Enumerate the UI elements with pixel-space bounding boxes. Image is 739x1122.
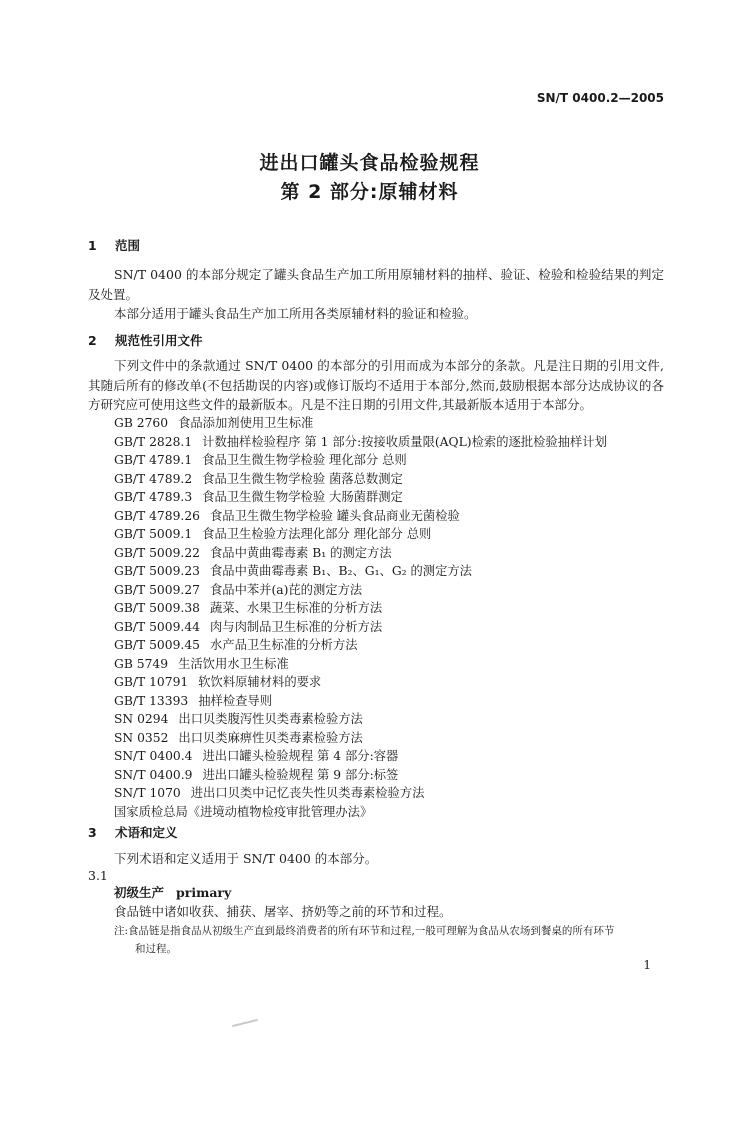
- reference-code: GB/T 5009.22: [114, 545, 200, 560]
- reference-item: [114, 414, 607, 433]
- reference-title: 水产品卫生标准的分析方法: [209, 638, 358, 652]
- reference-item: [114, 655, 607, 674]
- reference-item: [114, 729, 607, 748]
- section-3-heading: [88, 823, 178, 841]
- reference-code: GB 5749: [114, 656, 169, 671]
- reference-title: 食品卫生微生物学检验 理化部分 总则: [202, 453, 407, 467]
- reference-code: GB/T 5009.44: [114, 619, 200, 634]
- reference-item: [114, 581, 607, 600]
- reference-title: 食品卫生检验方法理化部分 理化部分 总则: [202, 527, 432, 541]
- reference-title: 食品卫生微生物学检验 大肠菌群测定: [202, 490, 403, 504]
- reference-title: 食品中黄曲霉毒素 B₁ 的测定方法: [209, 545, 392, 560]
- reference-code: GB/T 2828.1: [114, 434, 193, 449]
- standard-code: SN/T 0400.2—2005: [536, 91, 664, 105]
- reference-title: 肉与肉制品卫生标准的分析方法: [209, 619, 383, 634]
- reference-code: GB/T 4789.26: [114, 508, 200, 523]
- reference-list: [114, 414, 607, 821]
- reference-code: SN/T 0400.9: [114, 767, 193, 782]
- reference-code: GB/T 4789.2: [114, 471, 193, 486]
- section-number: 2: [88, 333, 97, 348]
- paragraph: 本部分适用于罐头食品生产加工所用各类原辅材料的验证和检验。: [114, 306, 477, 321]
- reference-title: 食品中黄曲霉毒素 B₁、B₂、G₁、G₂ 的测定方法: [209, 564, 472, 578]
- paragraph: 下列文件中的条款通过 SN/T 0400 的本部分的引用而成为本部分的条款。凡是注日期的引用文件,其随后所有的修改单(不包括勘误的内容)或修订版均不适用于本部分,然而,鼓励根据本部分达成协议的各方研究应可使用这些文件的最新版本。凡是不注日期的引用文件,其最新版本适用于本部分。: [88, 358, 664, 412]
- reference-code: GB/T 4789.1: [114, 453, 193, 467]
- reference-code: GB/T 5009.1: [114, 527, 193, 541]
- reference-code: GB 2760: [114, 416, 169, 430]
- reference-item: [114, 451, 607, 470]
- reference-item: [114, 673, 607, 692]
- reference-code: SN/T 1070: [114, 786, 181, 800]
- reference-code: SN 0352: [114, 730, 169, 745]
- document-subtitle: 第 2 部分:原辅材料: [280, 181, 459, 203]
- reference-item: [114, 562, 607, 581]
- reference-title: 抽样检查导则: [198, 693, 273, 708]
- section-3-intro: 下列术语和定义适用于 SN/T 0400 的本部分。: [114, 851, 378, 866]
- reference-item: [114, 599, 607, 618]
- reference-title: 进出口贝类中记忆丧失性贝类毒素检验方法: [190, 786, 425, 800]
- reference-code: GB/T 5009.23: [114, 564, 200, 578]
- note-line: 和过程。: [135, 943, 177, 955]
- term-entry: [114, 883, 231, 901]
- reference-code: GB/T 10791: [114, 675, 189, 689]
- term-name-en: primary: [176, 885, 232, 900]
- section-number: 3: [88, 825, 97, 840]
- reference-title: 食品中苯并(a)芘的测定方法: [209, 582, 363, 597]
- reference-item: [114, 710, 607, 729]
- term-note: [114, 922, 664, 958]
- reference-item: [114, 618, 607, 637]
- reference-code: GB/T 13393: [114, 693, 189, 708]
- reference-item: [114, 766, 607, 785]
- reference-title: 出口贝类腹泻性贝类毒素检验方法: [178, 712, 363, 726]
- note-line: 注:食品链是指食品从初级生产直到最终消费者的所有环节和过程,一般可理解为食品从农场到餐桌的所有环节: [114, 925, 615, 937]
- section-1-body: [88, 265, 664, 324]
- reference-title: 蔬菜、水果卫生标准的分析方法: [209, 601, 383, 615]
- section-title: 术语和定义: [115, 825, 178, 840]
- reference-code: GB/T 4789.3: [114, 490, 193, 504]
- reference-title: 进出口罐头检验规程 第 4 部分:容器: [202, 749, 399, 763]
- section-number: 1: [88, 238, 97, 253]
- reference-item: [114, 470, 607, 489]
- reference-item: [114, 433, 607, 452]
- reference-code: GB/T 5009.45: [114, 638, 200, 652]
- reference-title: 食品添加剂使用卫生标准: [178, 416, 314, 430]
- reference-code: GB/T 5009.27: [114, 582, 200, 597]
- reference-item: [114, 544, 607, 563]
- reference-title: 出口贝类麻痹性贝类毒素检验方法: [178, 730, 363, 745]
- reference-title: 食品卫生微生物学检验 菌落总数测定: [202, 471, 403, 486]
- scan-smudge: [232, 1019, 258, 1027]
- reference-item: [114, 507, 607, 526]
- term-definition: 食品链中诸如收获、捕获、屠宰、挤奶等之前的环节和过程。: [114, 904, 452, 919]
- section-2-intro: [88, 356, 664, 415]
- section-2-heading: [88, 331, 203, 349]
- paragraph: SN/T 0400 的本部分规定了罐头食品生产加工所用原辅材料的抽样、验证、检验和检验结果的判定及处置。: [88, 267, 664, 302]
- section-title: 范围: [115, 238, 141, 253]
- reference-item: [114, 747, 607, 766]
- reference-code: SN/T 0400.4: [114, 749, 193, 763]
- reference-title: 进出口罐头检验规程 第 9 部分:标签: [202, 767, 399, 782]
- document-title: 进出口罐头食品检验规程: [259, 152, 480, 174]
- reference-item: [114, 803, 607, 822]
- reference-code: GB/T 5009.38: [114, 601, 200, 615]
- reference-item: [114, 488, 607, 507]
- reference-item: [114, 636, 607, 655]
- reference-title: 生活饮用水卫生标准: [178, 656, 289, 671]
- reference-item: [114, 525, 607, 544]
- reference-title: 食品卫生微生物学检验 罐头食品商业无菌检验: [209, 508, 460, 523]
- reference-code: SN 0294: [114, 712, 169, 726]
- section-1-heading: [88, 236, 140, 254]
- page-number: 1: [643, 958, 651, 972]
- reference-title: 计数抽样检验程序 第 1 部分:按接收质量限(AQL)检索的逐批检验抽样计划: [202, 434, 607, 449]
- reference-item: [114, 784, 607, 803]
- section-title: 规范性引用文件: [115, 333, 203, 348]
- term-number: 3.1: [88, 868, 108, 883]
- reference-item: [114, 692, 607, 711]
- reference-title: 软饮料原辅材料的要求: [198, 675, 322, 689]
- term-name-zh: 初级生产: [114, 885, 165, 900]
- reference-title: 国家质检总局《进境动植物检疫审批管理办法》: [114, 804, 373, 819]
